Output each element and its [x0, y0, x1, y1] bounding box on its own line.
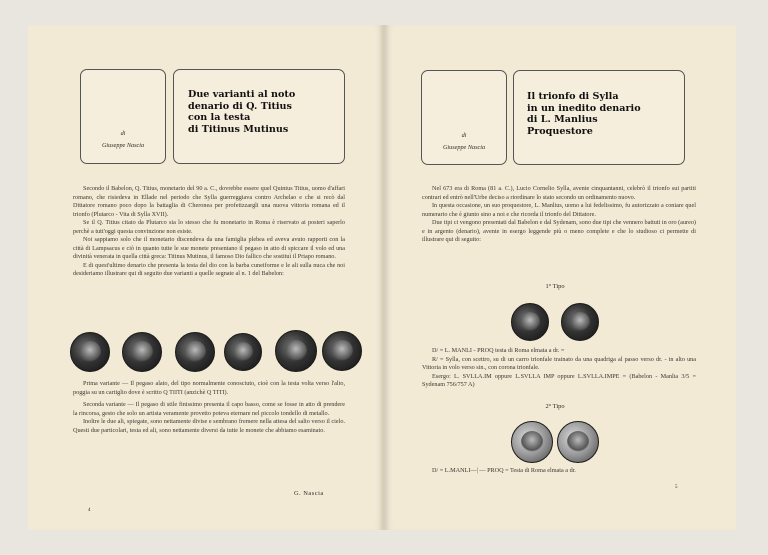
paragraph: Secondo il Babelon, Q. Titius, monetario del 90 a. C., dovrebbe essere quel Quintus Titius, uomo d'affari romano, che risiedeva in Ellade nel periodo che Sylla guerreggiava contro Archelao e che si recò dal Dittatore romano poco dopo la battaglia di Cheronea per profetizzargli una nuova vittoria romana ed il trionfo (Plutarco - Vita di Sylla XVII). [73, 185, 345, 218]
author-prefix: di [120, 130, 126, 137]
coin-reverse-image [557, 421, 599, 463]
paragraph: Nel 673 era di Roma (81 a. C.), Lucio Cornelio Sylla, avente cinquantanni, celebrò il trionfo sui partiti contrari ed entrò nell'Urbe deciso a riordinare lo stato secondo un ordinamento nuovo. [422, 185, 696, 201]
exergue-line: Esergo: L. SVLLA.IM oppure L.SVLLA IMP oppure L.SVLLA.IMPE = (Babelon - Manlia 3/5 = Sydenam 756/757 A) [422, 372, 696, 389]
coin-image [122, 332, 162, 372]
coin-image [224, 333, 262, 371]
coin-obverse-image [511, 303, 549, 341]
author-name: Giuseppe Nascia [442, 144, 486, 151]
left-page [28, 25, 383, 530]
article-title: Due varianti al noto denario di Q. Titius con la testa di Titinus Mutinus [188, 89, 296, 135]
article-body [73, 185, 345, 279]
page-number: 5 [675, 485, 678, 490]
type2-description [422, 467, 696, 476]
coin-image [322, 331, 362, 371]
paragraph: In questa occasione, un suo proquestore, L. Manlius, uomo a lui fedelissimo, fu autorizzato a coniare quel numerario che è giunto sino a noi e che ricorda il trionfo del Dittatore. [422, 202, 696, 218]
paragraph: Se il Q. Titius citato da Plutarco sia lo stesso che fu monetario in Roma è riservato ai posteri saperlo perchè a tutt'oggi questa convinzione non esiste. [73, 219, 345, 235]
type1-description [422, 347, 696, 390]
article-body [422, 185, 696, 245]
coin-image [175, 332, 215, 372]
paragraph: Seconda variante — Il pegaso di stile finissimo presenta il capo basso, come se fosse in atto di prendere la rincorsa, gesto che solo un artista veramente provetto poteva eternare nel piccolo tondello di metallo. [73, 401, 345, 417]
coin-image [275, 330, 317, 372]
paragraph: Prima variante — Il pegaso alato, del tipo normalmente conosciuto, cioè con la testa volta verso l'alto, poggia su un cartiglio dove è scritto Q TIITI (anzichè Q TITI). [73, 380, 345, 396]
type-label: 1° Tipo [545, 283, 565, 290]
right-page [385, 25, 736, 530]
article-body-continued [73, 380, 345, 435]
signature: G. Nascia [294, 490, 324, 497]
title-box [173, 69, 345, 164]
page-number: 4 [88, 508, 91, 513]
type-label: 2° Tipo [545, 403, 565, 410]
coin-image [70, 332, 110, 372]
paragraph: Due tipi ci vengono presentati dal Babelon e dal Sydenam, sono due tipi che vennero battuti in oro (aureo) e in argento (denario), avente in esergo leggende più o meno complete e che lo studioso ci permette di illustrare qui di seguito: [422, 219, 696, 244]
author-box [80, 69, 166, 164]
reverse-line: R/ = Sylla, con scettro, su di un carro trionfale trainato da una quadriga al passo verso dr. - in alto una Vittoria in volo verso sin., con corona trionfale. [422, 355, 696, 372]
title-box [513, 70, 685, 165]
author-prefix: di [461, 132, 467, 139]
coin-obverse-image [511, 421, 553, 463]
author-box [421, 70, 507, 165]
obverse-line: D/ = L. MANLI - PROQ testa di Roma elmata a dr. = [432, 347, 565, 354]
coin-reverse-image [561, 303, 599, 341]
article-title: Il trionfo di Sylla in un inedito denario di L. Manlius Proquestore [527, 91, 641, 137]
author-name: Giuseppe Nascia [101, 142, 145, 149]
paragraph: E di quest'ultimo denario che presenta la testa del dio con la barba cuneiforme e le ali sulla nuca che noi desideriamo illustrare qui di seguito due varianti a quelle segnate al n. 1 del Babelon: [73, 261, 345, 278]
paragraph: Inoltre le due ali, spiegate, sono nettamente divise e sembrano fremere nella attesa del salto verso il cielo. Questi due particolari, testa ed ali, sono nettamente diversi da tutte le monete che abbiamo esaminato. [73, 418, 345, 434]
paragraph: Noi sappiamo solo che il monetario discendeva da una famiglia plebea ed aveva avuto rapporti con la città di Lampsacus e ciò in quanto tutte le sue monete presentano il pegaso in atto di spiccare il volo ed una divinità venerata in quella città greca: Titinus Mutinus, il famoso Dio fallico che sostituì il Priapo romano. [73, 236, 345, 261]
obverse-line: D/ = L.MANLI—| — PROQ = Testa di Roma elmata a dr. [432, 467, 576, 474]
